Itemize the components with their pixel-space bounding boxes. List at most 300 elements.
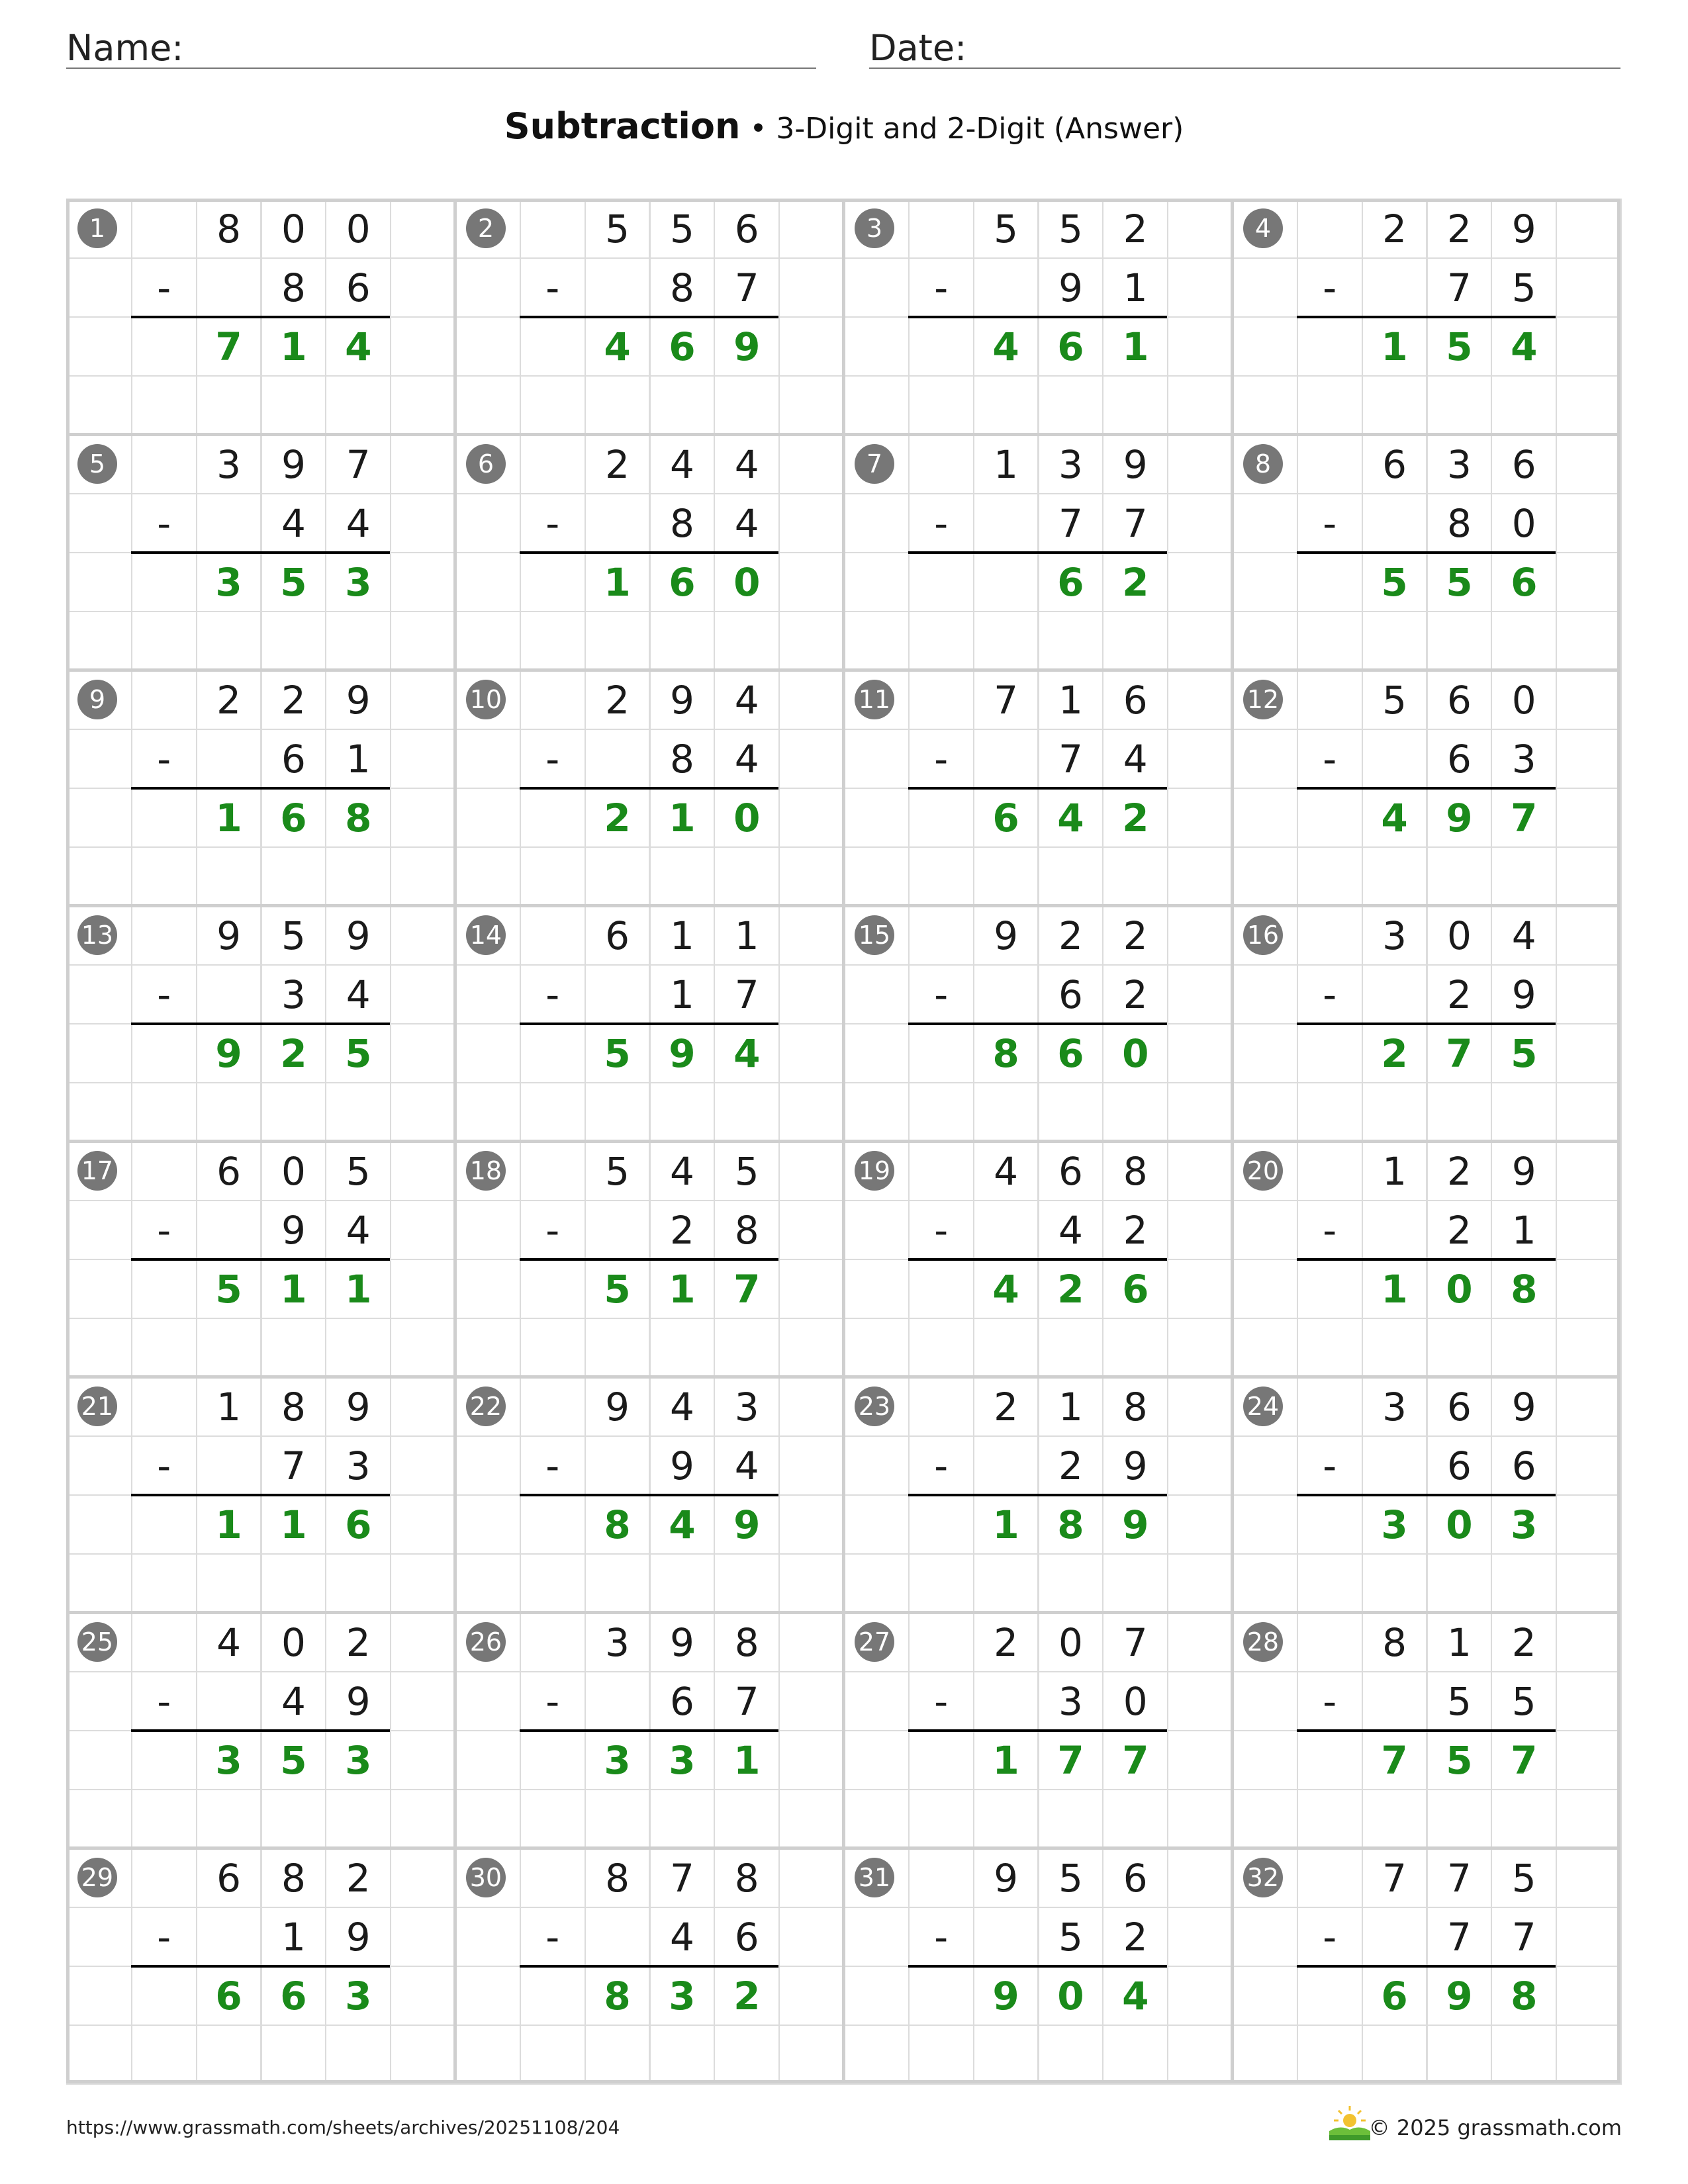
minuend-digit: 6 xyxy=(1102,1848,1168,1908)
answer-digit: 6 xyxy=(1491,552,1557,612)
subtrahend-digit: 4 xyxy=(325,1200,391,1260)
minuend-digit: 0 xyxy=(1491,670,1557,730)
minuend-digit: 4 xyxy=(649,434,716,494)
subtrahend-digit: 0 xyxy=(1491,493,1557,553)
subtrahend-digit: 3 xyxy=(325,1435,391,1496)
answer-digit: 6 xyxy=(1362,1966,1428,2026)
problem-number-badge: 8 xyxy=(1243,444,1283,484)
minuend-digit: 1 xyxy=(649,905,716,966)
problem-number-badge: 23 xyxy=(855,1387,894,1426)
subtrahend-digit: 2 xyxy=(1427,1200,1493,1260)
answer-digit: 6 xyxy=(325,1494,391,1555)
subtrahend-digit: 4 xyxy=(261,493,327,553)
answer-digit: 2 xyxy=(1038,1259,1104,1319)
minuend-digit: 9 xyxy=(585,1377,651,1437)
minuend-digit: 5 xyxy=(1491,1848,1557,1908)
subtrahend-digit: 2 xyxy=(1038,1435,1104,1496)
subtrahend-digit: 8 xyxy=(649,729,716,789)
minuend-digit: 8 xyxy=(196,199,262,259)
subtrahend-digit: 7 xyxy=(1427,257,1493,318)
minus-sign: - xyxy=(520,729,586,789)
problem-number-badge: 13 xyxy=(77,915,117,955)
minuend-digit: 1 xyxy=(973,434,1039,494)
answer-digit: 5 xyxy=(585,1259,651,1319)
subtrahend-digit: 9 xyxy=(325,1907,391,1967)
answer-digit: 6 xyxy=(1038,552,1104,612)
minus-sign: - xyxy=(520,1200,586,1260)
subtrahend-digit: 6 xyxy=(261,729,327,789)
problem-number-badge: 29 xyxy=(77,1858,117,1897)
answer-digit: 0 xyxy=(714,552,780,612)
problem-number-badge: 25 xyxy=(77,1622,117,1662)
minus-sign: - xyxy=(908,257,974,318)
minus-sign: - xyxy=(520,493,586,553)
minuend-digit: 2 xyxy=(973,1377,1039,1437)
minuend-digit: 3 xyxy=(1427,434,1493,494)
minuend-digit: 6 xyxy=(1038,1141,1104,1201)
minuend-digit: 5 xyxy=(649,199,716,259)
subtrahend-digit: 2 xyxy=(1102,1907,1168,1967)
minuend-digit: 5 xyxy=(585,1141,651,1201)
minus-sign: - xyxy=(908,729,974,789)
answer-digit: 4 xyxy=(1102,1966,1168,2026)
answer-digit: 7 xyxy=(1427,1023,1493,1083)
minus-sign: - xyxy=(131,493,197,553)
answer-digit: 5 xyxy=(1427,1730,1493,1790)
subtrahend-digit: 6 xyxy=(325,257,391,318)
answer-digit: 4 xyxy=(714,1023,780,1083)
answer-digit: 8 xyxy=(325,788,391,848)
answer-digit: 8 xyxy=(973,1023,1039,1083)
answer-digit: 1 xyxy=(973,1730,1039,1790)
answer-digit: 3 xyxy=(196,1730,262,1790)
minuend-digit: 6 xyxy=(714,199,780,259)
answer-digit: 6 xyxy=(649,552,716,612)
answer-digit: 3 xyxy=(1362,1494,1428,1555)
answer-digit: 8 xyxy=(1491,1259,1557,1319)
subtrahend-digit: 6 xyxy=(1427,1435,1493,1496)
subtrahend-digit: 1 xyxy=(1491,1200,1557,1260)
answer-digit: 7 xyxy=(1491,1730,1557,1790)
minus-sign: - xyxy=(908,1671,974,1731)
answer-digit: 7 xyxy=(1491,788,1557,848)
problem-number-badge: 20 xyxy=(1243,1151,1283,1191)
subtrahend-digit: 2 xyxy=(649,1200,716,1260)
title-subtitle: • 3-Digit and 2-Digit (Answer) xyxy=(740,112,1184,146)
minuend-digit: 2 xyxy=(1102,199,1168,259)
minuend-digit: 3 xyxy=(1038,434,1104,494)
subtrahend-digit: 2 xyxy=(1102,964,1168,1024)
problem-number-badge: 31 xyxy=(855,1858,894,1897)
minuend-digit: 3 xyxy=(714,1377,780,1437)
subtrahend-digit: 7 xyxy=(1038,493,1104,553)
minuend-digit: 0 xyxy=(1427,905,1493,966)
minuend-digit: 4 xyxy=(1491,905,1557,966)
title-main: Subtraction xyxy=(504,105,741,147)
minuend-digit: 1 xyxy=(714,905,780,966)
problem-number-badge: 11 xyxy=(855,680,894,719)
subtrahend-digit: 4 xyxy=(714,729,780,789)
answer-digit: 1 xyxy=(261,1494,327,1555)
answer-digit: 9 xyxy=(1427,1966,1493,2026)
subtrahend-digit: 1 xyxy=(649,964,716,1024)
minuend-digit: 2 xyxy=(973,1612,1039,1672)
subtrahend-digit: 6 xyxy=(1038,964,1104,1024)
minus-sign: - xyxy=(131,729,197,789)
minuend-digit: 9 xyxy=(973,1848,1039,1908)
minus-sign: - xyxy=(520,1907,586,1967)
subtrahend-digit: 3 xyxy=(261,964,327,1024)
minuend-digit: 0 xyxy=(261,1141,327,1201)
problem-number-badge: 27 xyxy=(855,1622,894,1662)
minuend-digit: 0 xyxy=(325,199,391,259)
subtrahend-digit: 6 xyxy=(649,1671,716,1731)
answer-digit: 1 xyxy=(649,1259,716,1319)
minus-sign: - xyxy=(908,493,974,553)
minuend-digit: 5 xyxy=(714,1141,780,1201)
answer-digit: 4 xyxy=(585,316,651,377)
minuend-digit: 9 xyxy=(973,905,1039,966)
answer-digit: 5 xyxy=(261,1730,327,1790)
problem-number-badge: 3 xyxy=(855,208,894,248)
minus-sign: - xyxy=(1297,1435,1363,1496)
minuend-digit: 2 xyxy=(1427,199,1493,259)
footer-copyright: © 2025 grassmath.com xyxy=(1368,2115,1622,2140)
answer-digit: 6 xyxy=(649,316,716,377)
answer-digit: 9 xyxy=(1102,1494,1168,1555)
minus-sign: - xyxy=(131,1200,197,1260)
minuend-digit: 9 xyxy=(1102,434,1168,494)
subtrahend-digit: 7 xyxy=(1102,493,1168,553)
minuend-digit: 2 xyxy=(325,1848,391,1908)
minus-sign: - xyxy=(131,964,197,1024)
minuend-digit: 1 xyxy=(196,1377,262,1437)
minuend-digit: 7 xyxy=(1102,1612,1168,1672)
minuend-digit: 9 xyxy=(649,670,716,730)
subtrahend-digit: 9 xyxy=(261,1200,327,1260)
subtrahend-digit: 5 xyxy=(1427,1671,1493,1731)
minuend-digit: 8 xyxy=(1102,1377,1168,1437)
minuend-digit: 2 xyxy=(1102,905,1168,966)
minuend-digit: 6 xyxy=(196,1141,262,1201)
subtrahend-digit: 1 xyxy=(325,729,391,789)
subtrahend-digit: 0 xyxy=(1102,1671,1168,1731)
answer-digit: 4 xyxy=(649,1494,716,1555)
answer-digit: 1 xyxy=(973,1494,1039,1555)
minus-sign: - xyxy=(1297,493,1363,553)
minuend-digit: 7 xyxy=(973,670,1039,730)
subtrahend-digit: 1 xyxy=(1102,257,1168,318)
answer-digit: 1 xyxy=(1362,316,1428,377)
subtrahend-digit: 9 xyxy=(1038,257,1104,318)
answer-digit: 5 xyxy=(585,1023,651,1083)
minuend-digit: 9 xyxy=(261,434,327,494)
problem-grid xyxy=(66,199,1620,2083)
answer-digit: 4 xyxy=(973,316,1039,377)
subtrahend-digit: 3 xyxy=(1038,1671,1104,1731)
answer-digit: 8 xyxy=(585,1494,651,1555)
date-field[interactable] xyxy=(869,25,1620,69)
subtrahend-digit: 7 xyxy=(1427,1907,1493,1967)
answer-digit: 9 xyxy=(973,1966,1039,2026)
minus-sign: - xyxy=(520,1435,586,1496)
name-field[interactable] xyxy=(66,25,816,69)
subtrahend-digit: 7 xyxy=(1038,729,1104,789)
answer-digit: 3 xyxy=(325,1966,391,2026)
answer-digit: 6 xyxy=(261,1966,327,2026)
problem-number-badge: 10 xyxy=(466,680,506,719)
subtrahend-digit: 8 xyxy=(649,493,716,553)
minuend-digit: 2 xyxy=(325,1612,391,1672)
answer-digit: 6 xyxy=(1102,1259,1168,1319)
subtrahend-digit: 4 xyxy=(1038,1200,1104,1260)
answer-digit: 2 xyxy=(261,1023,327,1083)
minuend-digit: 6 xyxy=(1362,434,1428,494)
minuend-digit: 4 xyxy=(714,434,780,494)
subtrahend-digit: 4 xyxy=(325,964,391,1024)
minuend-digit: 7 xyxy=(1362,1848,1428,1908)
minuend-digit: 5 xyxy=(1362,670,1428,730)
subtrahend-digit: 8 xyxy=(1427,493,1493,553)
minus-sign: - xyxy=(520,964,586,1024)
problem-number-badge: 6 xyxy=(466,444,506,484)
worksheet-title xyxy=(0,105,1688,147)
problem-number-badge: 26 xyxy=(466,1622,506,1662)
answer-digit: 2 xyxy=(714,1966,780,2026)
answer-digit: 8 xyxy=(1038,1494,1104,1555)
problem-number-badge: 14 xyxy=(466,915,506,955)
minuend-digit: 5 xyxy=(585,199,651,259)
answer-digit: 5 xyxy=(261,552,327,612)
minuend-digit: 2 xyxy=(261,670,327,730)
minuend-digit: 1 xyxy=(1362,1141,1428,1201)
minuend-digit: 3 xyxy=(1362,1377,1428,1437)
subtrahend-digit: 9 xyxy=(649,1435,716,1496)
answer-digit: 9 xyxy=(196,1023,262,1083)
minuend-digit: 4 xyxy=(649,1377,716,1437)
problem-number-badge: 19 xyxy=(855,1151,894,1191)
subtrahend-digit: 8 xyxy=(261,257,327,318)
answer-digit: 2 xyxy=(585,788,651,848)
minuend-digit: 6 xyxy=(1427,1377,1493,1437)
subtrahend-digit: 8 xyxy=(649,257,716,318)
minuend-digit: 6 xyxy=(196,1848,262,1908)
problem-number-badge: 16 xyxy=(1243,915,1283,955)
name-label: Name: xyxy=(66,27,184,69)
problem-number-badge: 22 xyxy=(466,1387,506,1426)
minus-sign: - xyxy=(1297,1200,1363,1260)
answer-digit: 9 xyxy=(714,316,780,377)
minuend-digit: 5 xyxy=(973,199,1039,259)
answer-digit: 2 xyxy=(1362,1023,1428,1083)
minus-sign: - xyxy=(1297,1907,1363,1967)
minuend-digit: 4 xyxy=(649,1141,716,1201)
minuend-digit: 8 xyxy=(1362,1612,1428,1672)
date-label: Date: xyxy=(869,27,967,69)
answer-digit: 9 xyxy=(1427,788,1493,848)
answer-digit: 3 xyxy=(196,552,262,612)
name-line xyxy=(66,68,816,69)
answer-digit: 6 xyxy=(973,788,1039,848)
answer-digit: 1 xyxy=(1102,316,1168,377)
minus-sign: - xyxy=(1297,257,1363,318)
answer-digit: 6 xyxy=(196,1966,262,2026)
minuend-digit: 8 xyxy=(1102,1141,1168,1201)
minuend-digit: 2 xyxy=(585,434,651,494)
minuend-digit: 8 xyxy=(261,1377,327,1437)
answer-digit: 0 xyxy=(1427,1494,1493,1555)
minuend-digit: 2 xyxy=(196,670,262,730)
problem-number-badge: 17 xyxy=(77,1151,117,1191)
answer-digit: 7 xyxy=(1102,1730,1168,1790)
answer-digit: 4 xyxy=(1491,316,1557,377)
subtrahend-digit: 9 xyxy=(1491,964,1557,1024)
problem-number-badge: 32 xyxy=(1243,1858,1283,1897)
minuend-digit: 9 xyxy=(1491,1377,1557,1437)
subtrahend-digit: 2 xyxy=(1102,1200,1168,1260)
answer-digit: 3 xyxy=(585,1730,651,1790)
answer-digit: 7 xyxy=(714,1259,780,1319)
minuend-digit: 5 xyxy=(325,1141,391,1201)
minuend-digit: 9 xyxy=(325,1377,391,1437)
minuend-digit: 4 xyxy=(196,1612,262,1672)
minus-sign: - xyxy=(520,1671,586,1731)
minuend-digit: 1 xyxy=(1038,1377,1104,1437)
answer-digit: 3 xyxy=(649,1730,716,1790)
answer-digit: 3 xyxy=(325,552,391,612)
answer-digit: 1 xyxy=(261,316,327,377)
answer-digit: 9 xyxy=(649,1023,716,1083)
subtrahend-digit: 6 xyxy=(714,1907,780,1967)
minuend-digit: 2 xyxy=(585,670,651,730)
subtrahend-digit: 7 xyxy=(714,964,780,1024)
minus-sign: - xyxy=(131,1671,197,1731)
minuend-digit: 7 xyxy=(649,1848,716,1908)
answer-digit: 5 xyxy=(325,1023,391,1083)
minuend-digit: 9 xyxy=(325,905,391,966)
minus-sign: - xyxy=(1297,729,1363,789)
minus-sign: - xyxy=(131,1907,197,1967)
minuend-digit: 9 xyxy=(1491,199,1557,259)
minus-sign: - xyxy=(131,1435,197,1496)
subtrahend-digit: 3 xyxy=(1491,729,1557,789)
minus-sign: - xyxy=(908,1200,974,1260)
answer-digit: 0 xyxy=(1038,1966,1104,2026)
subtrahend-digit: 7 xyxy=(261,1435,327,1496)
answer-digit: 9 xyxy=(714,1494,780,1555)
answer-digit: 5 xyxy=(196,1259,262,1319)
answer-digit: 3 xyxy=(325,1730,391,1790)
answer-digit: 5 xyxy=(1491,1023,1557,1083)
minuend-digit: 3 xyxy=(1362,905,1428,966)
answer-digit: 3 xyxy=(649,1966,716,2026)
problem-number-badge: 21 xyxy=(77,1387,117,1426)
answer-digit: 0 xyxy=(1427,1259,1493,1319)
minuend-digit: 4 xyxy=(973,1141,1039,1201)
answer-digit: 1 xyxy=(196,788,262,848)
subtrahend-digit: 7 xyxy=(1491,1907,1557,1967)
minuend-digit: 6 xyxy=(585,905,651,966)
subtrahend-digit: 6 xyxy=(1427,729,1493,789)
minuend-digit: 0 xyxy=(261,1612,327,1672)
subtrahend-digit: 5 xyxy=(1491,257,1557,318)
answer-digit: 1 xyxy=(261,1259,327,1319)
minuend-digit: 2 xyxy=(1038,905,1104,966)
minuend-digit: 3 xyxy=(196,434,262,494)
minuend-digit: 2 xyxy=(1427,1141,1493,1201)
answer-digit: 1 xyxy=(649,788,716,848)
minuend-digit: 0 xyxy=(1038,1612,1104,1672)
problem-number-badge: 5 xyxy=(77,444,117,484)
answer-digit: 4 xyxy=(973,1259,1039,1319)
subtrahend-digit: 1 xyxy=(261,1907,327,1967)
minuend-digit: 8 xyxy=(714,1848,780,1908)
subtrahend-digit: 5 xyxy=(1038,1907,1104,1967)
subtrahend-digit: 8 xyxy=(714,1200,780,1260)
problem-number-badge: 15 xyxy=(855,915,894,955)
answer-digit: 1 xyxy=(714,1730,780,1790)
subtrahend-digit: 4 xyxy=(325,493,391,553)
subtrahend-digit: 4 xyxy=(261,1671,327,1731)
minuend-digit: 1 xyxy=(1427,1612,1493,1672)
problem-number-badge: 28 xyxy=(1243,1622,1283,1662)
problem-number-badge: 7 xyxy=(855,444,894,484)
answer-digit: 6 xyxy=(261,788,327,848)
answer-digit: 0 xyxy=(714,788,780,848)
minuend-digit: 5 xyxy=(261,905,327,966)
subtrahend-digit: 4 xyxy=(714,493,780,553)
answer-digit: 4 xyxy=(1362,788,1428,848)
minuend-digit: 3 xyxy=(585,1612,651,1672)
minuend-digit: 9 xyxy=(196,905,262,966)
minuend-digit: 4 xyxy=(714,670,780,730)
answer-digit: 8 xyxy=(1491,1966,1557,2026)
minuend-digit: 5 xyxy=(1038,1848,1104,1908)
problem-number-badge: 24 xyxy=(1243,1387,1283,1426)
minuend-digit: 9 xyxy=(649,1612,716,1672)
minuend-digit: 8 xyxy=(261,1848,327,1908)
minuend-digit: 6 xyxy=(1102,670,1168,730)
minus-sign: - xyxy=(520,257,586,318)
minus-sign: - xyxy=(131,257,197,318)
minuend-digit: 7 xyxy=(325,434,391,494)
subtrahend-digit: 7 xyxy=(714,1671,780,1731)
grass-sun-logo-icon xyxy=(1327,2102,1373,2142)
answer-digit: 0 xyxy=(1102,1023,1168,1083)
answer-digit: 5 xyxy=(1362,552,1428,612)
minus-sign: - xyxy=(908,1435,974,1496)
minus-sign: - xyxy=(908,964,974,1024)
minuend-digit: 6 xyxy=(1491,434,1557,494)
answer-digit: 2 xyxy=(1102,788,1168,848)
minuend-digit: 8 xyxy=(585,1848,651,1908)
grid-frame xyxy=(66,199,1620,2083)
footer-url: https://www.grassmath.com/sheets/archives/20251108/204 xyxy=(66,2116,620,2138)
answer-digit: 6 xyxy=(1038,316,1104,377)
subtrahend-digit: 4 xyxy=(649,1907,716,1967)
minuend-digit: 2 xyxy=(1491,1612,1557,1672)
answer-digit: 7 xyxy=(196,316,262,377)
problem-number-badge: 18 xyxy=(466,1151,506,1191)
minuend-digit: 0 xyxy=(261,199,327,259)
minuend-digit: 6 xyxy=(1427,670,1493,730)
minus-sign: - xyxy=(1297,1671,1363,1731)
subtrahend-digit: 9 xyxy=(325,1671,391,1731)
answer-digit: 6 xyxy=(1038,1023,1104,1083)
minuend-digit: 1 xyxy=(1038,670,1104,730)
subtrahend-digit: 4 xyxy=(714,1435,780,1496)
minuend-digit: 8 xyxy=(714,1612,780,1672)
